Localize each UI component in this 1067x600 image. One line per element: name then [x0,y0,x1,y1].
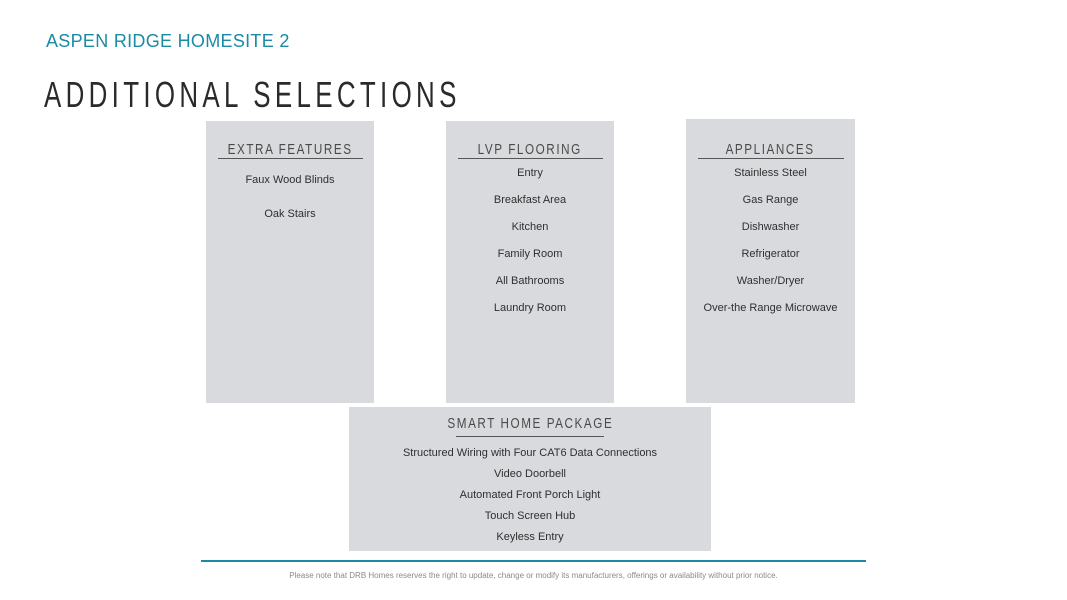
page-subtitle: ASPEN RIDGE HOMESITE 2 [46,31,290,51]
appliances-item: Refrigerator [741,248,800,260]
smart-home-item: Automated Front Porch Light [459,489,601,501]
extra-features-item: Faux Wood Blinds [245,174,335,186]
smart-home-item: Touch Screen Hub [484,510,576,522]
smart-home-item: Keyless Entry [496,531,564,543]
lvp-flooring-panel [446,121,614,403]
appliances-panel [686,119,855,403]
appliances-divider [698,158,844,159]
smart-home-heading: SMART HOME PACKAGE [447,415,613,432]
extra-features-heading: EXTRA FEATURES [227,141,353,158]
lvp-flooring-item: Entry [517,167,543,179]
appliances-item: Gas Range [742,194,799,206]
lvp-flooring-item: All Bathrooms [495,275,565,287]
extra-features-divider [218,158,363,159]
footer-divider [201,560,866,562]
lvp-flooring-item: Family Room [497,248,563,260]
lvp-flooring-item: Kitchen [511,221,549,233]
lvp-flooring-item: Laundry Room [493,302,567,314]
page-title: ADDITIONAL SELECTIONS [44,74,461,116]
smart-home-panel [349,407,711,551]
appliances-heading: APPLIANCES [725,141,816,158]
appliances-item: Dishwasher [741,221,800,233]
smart-home-item: Structured Wiring with Four CAT6 Data Connections [402,447,658,459]
extra-features-item: Oak Stairs [264,208,316,220]
extra-features-panel [206,121,374,403]
smart-home-divider [456,436,604,437]
lvp-flooring-heading: LVP FLOORING [477,141,583,158]
disclaimer-text: Please note that DRB Homes reserves the right to update, change or modify its manufacturers, offerings or availability without prior notice. [289,571,778,580]
smart-home-item: Video Doorbell [494,468,566,480]
appliances-item: Washer/Dryer [736,275,805,287]
appliances-item: Over-the Range Microwave [703,302,838,314]
lvp-flooring-divider [458,158,603,159]
lvp-flooring-item: Breakfast Area [493,194,567,206]
appliances-item: Stainless Steel [734,167,807,179]
